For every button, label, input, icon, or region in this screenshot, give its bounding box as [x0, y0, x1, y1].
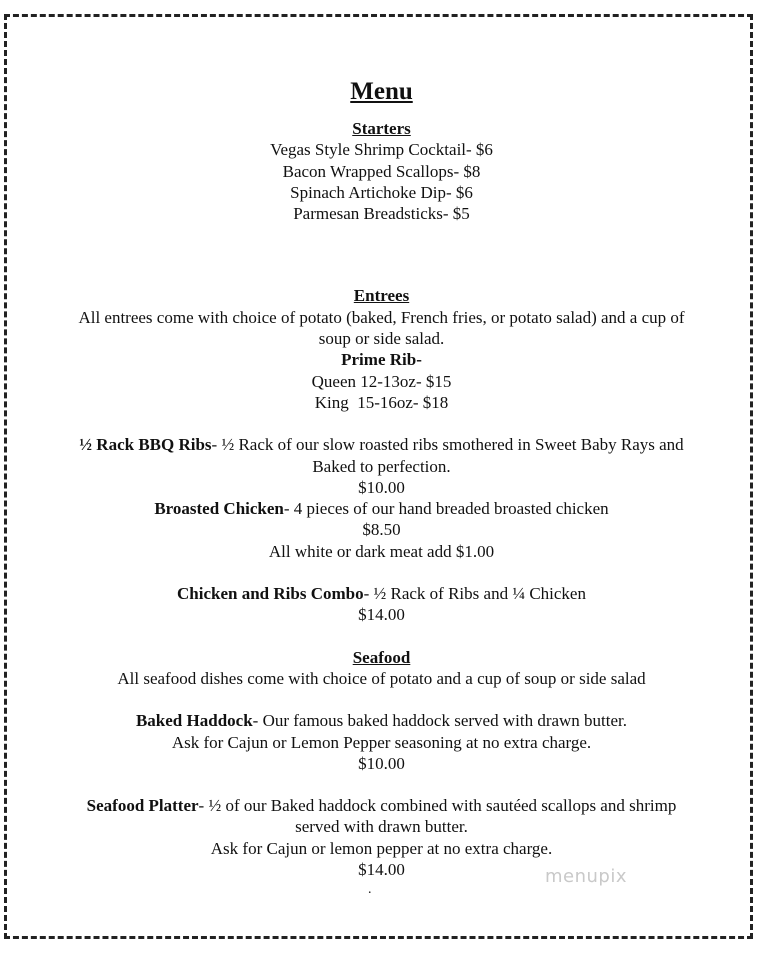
starter-item: Parmesan Breadsticks- $5 [293, 204, 470, 224]
section-heading-entrees: Entrees [353, 286, 410, 306]
watermark-logo: menupix [545, 866, 628, 887]
menu-title: Menu [350, 78, 413, 105]
starter-item: Vegas Style Shrimp Cocktail- $6 [270, 140, 493, 160]
haddock-line [7, 710, 756, 731]
bbq-ribs-desc: - ½ Rack of our slow roasted ribs smothered in Sweet Baby Rays and [211, 435, 684, 455]
platter-line [7, 795, 756, 816]
bbq-ribs-desc-2: Baked to perfection. [312, 456, 451, 476]
menu-border [4, 14, 753, 939]
entrees-note: All entrees come with choice of potato (baked, French fries, or potato salad) and a cup of [78, 307, 685, 327]
combo-line [7, 583, 756, 604]
prime-rib-king: King 15-16oz- $18 [314, 392, 449, 412]
platter-name: Seafood Platter [86, 796, 199, 816]
broasted-chicken-price: $8.50 [362, 520, 401, 540]
bbq-ribs-name: ½ Rack BBQ Ribs [79, 435, 212, 455]
menu-content [7, 75, 756, 880]
starter-item: Bacon Wrapped Scallops- $8 [282, 161, 481, 181]
broasted-chicken-extra: All white or dark meat add $1.00 [268, 541, 495, 561]
combo-desc: - ½ Rack of Ribs and ¼ Chicken [363, 584, 586, 604]
platter-extra: Ask for Cajun or lemon pepper at no extra charge. [210, 838, 553, 858]
platter-price: $14.00 [358, 860, 405, 880]
platter-desc: - ½ of our Baked haddock combined with sautéed scallops and shrimp [198, 796, 677, 816]
bbq-ribs-price: $10.00 [358, 477, 405, 497]
seafood-note: All seafood dishes come with choice of potato and a cup of soup or side salad [117, 668, 646, 688]
section-heading-starters: Starters [352, 119, 411, 138]
starter-item: Spinach Artichoke Dip- $6 [290, 182, 473, 202]
prime-rib-queen: Queen 12-13oz- $15 [311, 371, 452, 391]
footer-dot: . [368, 882, 372, 897]
broasted-chicken-line [7, 498, 756, 519]
entrees-note: soup or side salad. [318, 329, 445, 349]
haddock-price: $10.00 [358, 753, 405, 773]
haddock-extra: Ask for Cajun or Lemon Pepper seasoning at no extra charge. [171, 732, 592, 752]
prime-rib-name: Prime Rib- [341, 350, 422, 370]
combo-name: Chicken and Ribs Combo [177, 584, 364, 604]
broasted-chicken-desc: - 4 pieces of our hand breaded broasted chicken [283, 499, 609, 519]
section-heading-seafood: Seafood [352, 647, 411, 667]
haddock-desc: - Our famous baked haddock served with drawn butter. [252, 711, 628, 731]
broasted-chicken-name: Broasted Chicken [154, 499, 284, 519]
platter-desc-2: served with drawn butter. [295, 817, 468, 837]
haddock-name: Baked Haddock [135, 711, 253, 731]
bbq-ribs-line [7, 434, 756, 455]
combo-price: $14.00 [358, 605, 405, 625]
